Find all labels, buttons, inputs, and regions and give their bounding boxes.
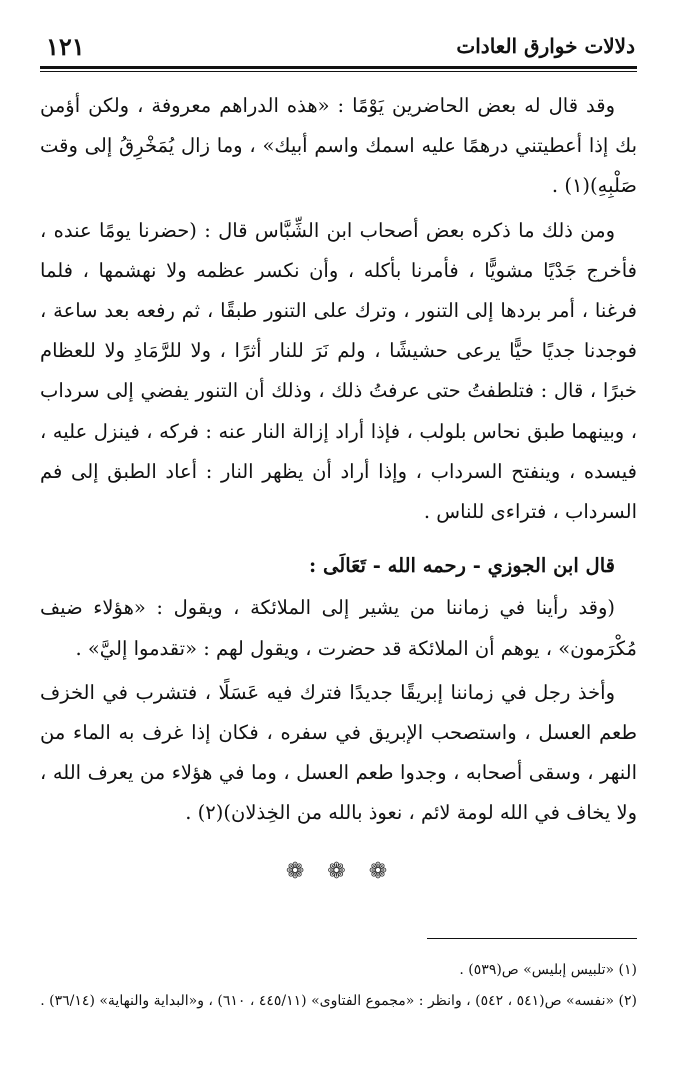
paragraph: ومن ذلك ما ذكره بعض أصحاب ابن الشِّبَّاس قال : (حضرنا يومًا عنده ، فأخرج جَدْيًا مشويًّا ، فأمرنا بأكله ، وأن نكسر عظمه ولا نهشمها ، فلما فرغنا ، أمر بردها إلى التنور ، وترك على التنور طبقًا ، ثم رفعه بعد ساعة ، فوجدنا جديًا حيًّا يرعى حشيشًا ، ولم نَرَ للنار أثرًا ، ولا للرَّمَادِ ولا للعظام خبرًا ، قال : فتلطفتُ حتى عرفتُ ذلك ، وذلك أن التنور يفضي إلى سرداب ، وبينهما طبق نحاس بلولب ، فإذا أراد إزالة النار عنه : فركه ، فينزل عليه ، فيسده ، وينفتح السرداب ، وإذا أراد أن يظهر النار : أعاد الطبق إلى فم السرداب ، فتراءى للناس . [40, 218, 637, 524]
footnotes [40, 955, 637, 1017]
footnote: (٢) «نفسه» ص(٥٤١ ، ٥٤٢) ، وانظر : «مجموع الفتاوى» (٤٤٥/١١ ، ٦١٠) ، و«البداية والنهاية» (٣٦/١٤) . [40, 993, 637, 1009]
page-number: ١٢١ [46, 32, 85, 61]
quote-heading: قال ابن الجوزي - رحمه الله - تَعَالَى : [309, 554, 615, 578]
page-header [40, 26, 637, 69]
paragraph: وقد قال له بعض الحاضرين يَوْمًا : «هذه الدراهم معروفة ، ولكن أؤمن بك إذا أعطيتني درهمًا عليه اسمك واسم أبيك» ، وما زال يُمَخْرِقُ إلى وقت صَلْبِهِ)(١) . [40, 94, 637, 198]
flower-icon: ❁ [368, 858, 392, 884]
running-title: دلالات خوارق العادات [456, 34, 635, 58]
flower-icon: ❁ [327, 858, 350, 884]
main-text [40, 86, 637, 892]
section-ornament [40, 852, 637, 892]
header-rule [40, 71, 637, 72]
paragraph: وأخذ رجل في زماننا إبريقًا جديدًا فترك فيه عَسَلًا ، فتشرب في الخزف طعم العسل ، واستصحب الإبريق في سفره ، فكان إذا غرف به الماء من النهر ، وسقى أصحابه ، وجدوا طعم العسل ، وما في هؤلاء من يعرف الله ، ولا يخاف في الله لومة لائم ، نعوذ بالله من الخِذلان)(٢) . [40, 680, 637, 825]
paragraph: (وقد رأينا في زماننا من يشير إلى الملائكة ، ويقول : «هؤلاء ضيف مُكْرَمون» ، يوهم أن الملائكة قد حضرت ، ويقول لهم : «تقدموا إليَّ» . [40, 596, 637, 660]
flower-icon: ❁ [285, 858, 309, 884]
footnote-separator [427, 938, 637, 939]
footnote: (١) «تلبيس إبليس» ص(٥٣٩) . [459, 962, 637, 978]
